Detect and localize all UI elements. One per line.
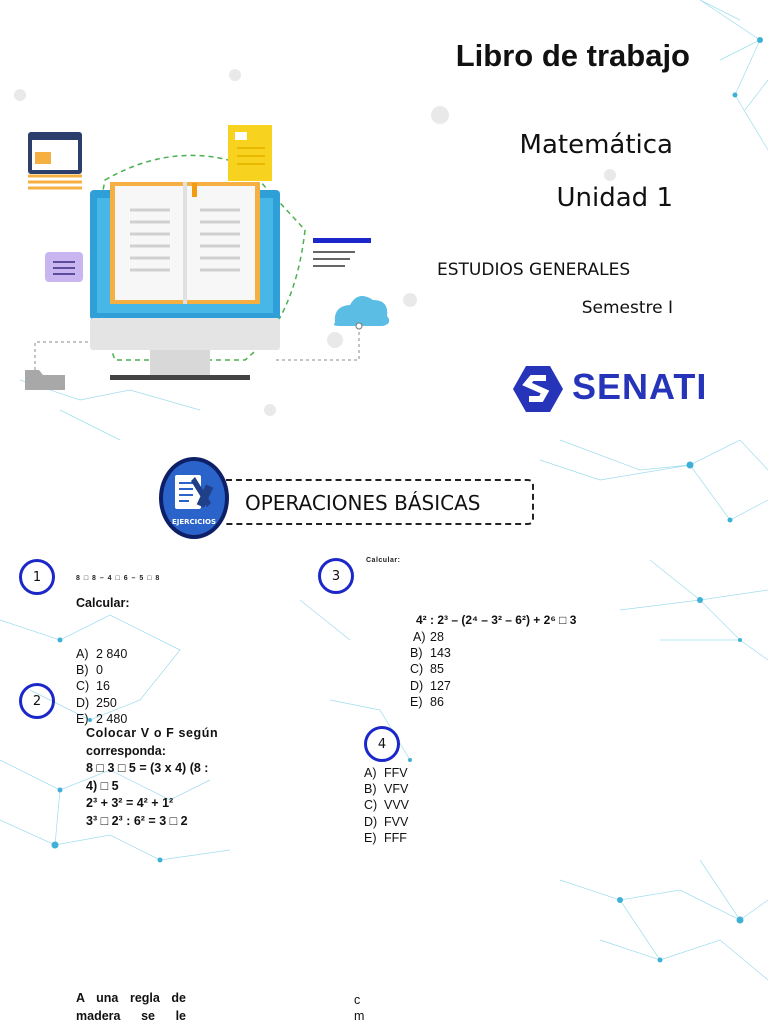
statement-3: 3³ □ 2³ : 6² = 3 □ 2 — [86, 813, 246, 831]
option-b[interactable]: B) 143 — [410, 645, 451, 661]
fragment-line-2: m — [354, 1008, 364, 1024]
question-2-text — [86, 725, 246, 830]
fragment-line-1: c — [354, 992, 364, 1008]
question-3-expression: 4² : 2³ – (2⁴ – 3² – 6²) + 2⁶ □ 3 — [416, 613, 576, 627]
question-1-number: 1 — [19, 559, 55, 595]
question-5-text — [76, 990, 186, 1025]
question-1-expression: 8 □ 8 – 4 □ 6 – 5 □ 8 — [76, 575, 160, 582]
program-label: ESTUDIOS GENERALES — [437, 260, 630, 280]
option-d[interactable]: D) 127 — [410, 678, 451, 694]
question-1-prompt: Calcular: — [76, 596, 130, 610]
section-title: OPERACIONES BÁSICAS — [245, 491, 480, 515]
question-5-line-2: madera se le — [76, 1008, 186, 1025]
option-e[interactable]: E) FFF — [364, 830, 409, 846]
question-2-number: 2 — [19, 683, 55, 719]
statement-1-cont: 4) □ 5 — [86, 778, 246, 796]
option-d[interactable]: D) FVV — [364, 814, 409, 830]
question-5-right-fragment — [354, 992, 364, 1024]
option-c[interactable]: C) 16 — [76, 678, 127, 694]
workbook-title: Libro de trabajo — [360, 38, 690, 74]
question-4-number: 4 — [364, 726, 400, 762]
unit-title: Unidad 1 — [440, 183, 673, 213]
option-a[interactable]: A) 2 840 — [76, 646, 127, 662]
question-3-options — [410, 629, 451, 710]
option-c[interactable]: C) VVV — [364, 797, 409, 813]
question-3-number: 3 — [318, 558, 354, 594]
computer-book-illustration — [15, 120, 390, 390]
subject-title: Matemática — [440, 130, 673, 160]
question-2-prompt-line-2: corresponda: — [86, 743, 246, 761]
question-3-prompt: Calcular: — [366, 557, 400, 564]
statement-2: 2³ + 3² = 4² + 1² — [86, 795, 246, 813]
question-1-options — [76, 646, 127, 727]
option-d[interactable]: D) 250 — [76, 695, 127, 711]
option-a[interactable]: A) FFV — [364, 765, 409, 781]
exercises-badge-label: EJERCICIOS — [160, 518, 228, 526]
option-a[interactable]: A) 28 — [410, 629, 451, 645]
question-2-prompt-line-1: Colocar V o F según — [86, 725, 246, 743]
senati-brand: SENATI — [572, 366, 707, 408]
question-5-line-1: A una regla de — [76, 990, 186, 1008]
question-4-options — [364, 765, 409, 846]
option-c[interactable]: C) 85 — [410, 661, 451, 677]
senati-logo-icon — [512, 364, 564, 414]
semester-label: Semestre I — [440, 298, 673, 318]
exercises-badge-icon — [157, 455, 231, 541]
statement-1: 8 □ 3 □ 5 = (3 x 4) (8 : — [86, 760, 246, 778]
option-e[interactable]: E) 86 — [410, 694, 451, 710]
option-b[interactable]: B) 0 — [76, 662, 127, 678]
option-b[interactable]: B) VFV — [364, 781, 409, 797]
option-e[interactable]: E) 2 480 — [76, 711, 127, 727]
